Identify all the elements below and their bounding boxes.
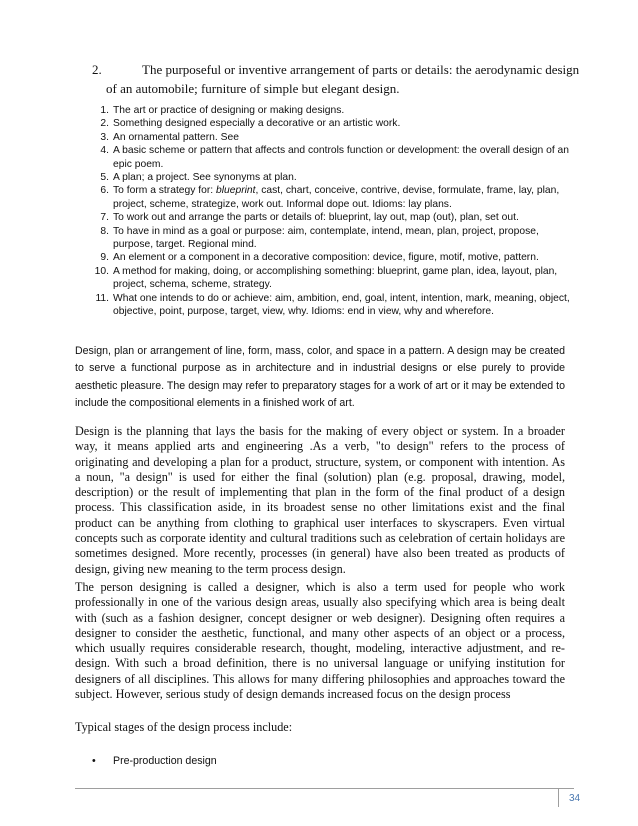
body-paragraph: Typical stages of the design process include: [75,720,293,734]
numbered-definition-top [92,60,580,98]
body-paragraph: The person designing is called a designer, which is also a term used for people who work professionally in one of the various design areas, usually also specifying which area is being dealt with (such as a fashion designer, concept designer or web designer). Designing often requires a designer to consider the aesthetic, functional, and many other aspects of an object or a process, which usually requires considerable research, thought, modeling, interactive adjustment, and re-design. With such a broad definition, there is no universal language or unifying institution for designers of all disciplines. This allows for many differing philosophies and approaches toward the subject. However, serious study of design demands increased focus on the design process [75,580,565,702]
item-number: 2. [92,62,102,77]
list-item: 4. A basic scheme or pattern that affects and controls function or development: the overall design of an epic poem. [100,145,570,170]
list-item: 5. A plan; a project. See synonyms at plan. [100,172,297,184]
bullet-item [92,754,217,768]
definition-line: of an automobile; furniture of simple but elegant design. [106,81,400,96]
design-definition-paragraph: Design, plan or arrangement of line, form, mass, color, and space in a pattern. A design may be created to serve a functional purpose as in architecture and in industrial designs or else purely to provide aesthetic pleasure. The design may refer to preparatory stages for a work of art or it may be extended to include the compositional elements in a finished work of art. [75,345,565,409]
page-number: 34 [569,793,581,804]
definition-list [92,104,572,319]
list-item: 8. To have in mind as a goal or purpose: aim, contemplate, intend, mean, plan, project, propose, purpose, target. Regional mind. [100,225,539,251]
footer-divider [75,788,574,789]
list-item: 3. An ornamental pattern. See [100,131,239,143]
body-paragraph: Design is the planning that lays the basis for the making of every object or system. In a broader way, it means applied arts and engineering .As a verb, "to design" refers to the process of originating and developing a plan for a product, structure, system, or component with intention. As a noun, "a design" is used for either the final (solution) plan (e.g. proposal, drawing, model, description) or the result of implementing that plan in the form of the final product of a design process. This classification aside, in its broadest sense no other limitations exist and the final product can be anything from clothing to graphical user interfaces to skyscrapers. Even virtual concepts such as corporate identity and cultural traditions such as celebration of certain holidays are sometimes designed. More recently, processes (in general) have also been treated as products of design, giving new meaning to the term process design. [75,424,565,576]
list-item: 1. The art or practice of designing or making designs. [100,105,345,116]
list-item: 6. To form a strategy for: blueprint, cast, chart, conceive, contrive, devise, formulate, frame, lay, plan, project, scheme, strategize, work out. Informal dope out. Idioms: lay plans. [100,185,560,210]
bullet-text: Pre-production design [113,755,217,767]
bullet-icon: • [92,755,96,767]
list-item: 7. To work out and arrange the parts or details of: blueprint, lay out, map (out), plan, set out. [100,212,519,224]
list-item: 11. What one intends to do or achieve: aim, ambition, end, goal, intent, intention, mark, meaning, object, objective, point, purpose, target, view, why. Idioms: end in view, why and wherefore. [95,292,570,318]
list-item: 10. A method for making, doing, or accomplishing something: blueprint, game plan, idea, layout, plan, project, schema, scheme, strategy. [94,265,558,291]
definition-line: The purposeful or inventive arrangement of parts or details: the aerodynamic design [142,62,580,77]
list-item: 9. An element or a component in a decorative composition: device, figure, motif, motive, pattern. [100,252,539,264]
emphasis-text: blueprint [216,185,256,197]
list-item: 2. Something designed especially a decorative or an artistic work. [100,118,401,130]
